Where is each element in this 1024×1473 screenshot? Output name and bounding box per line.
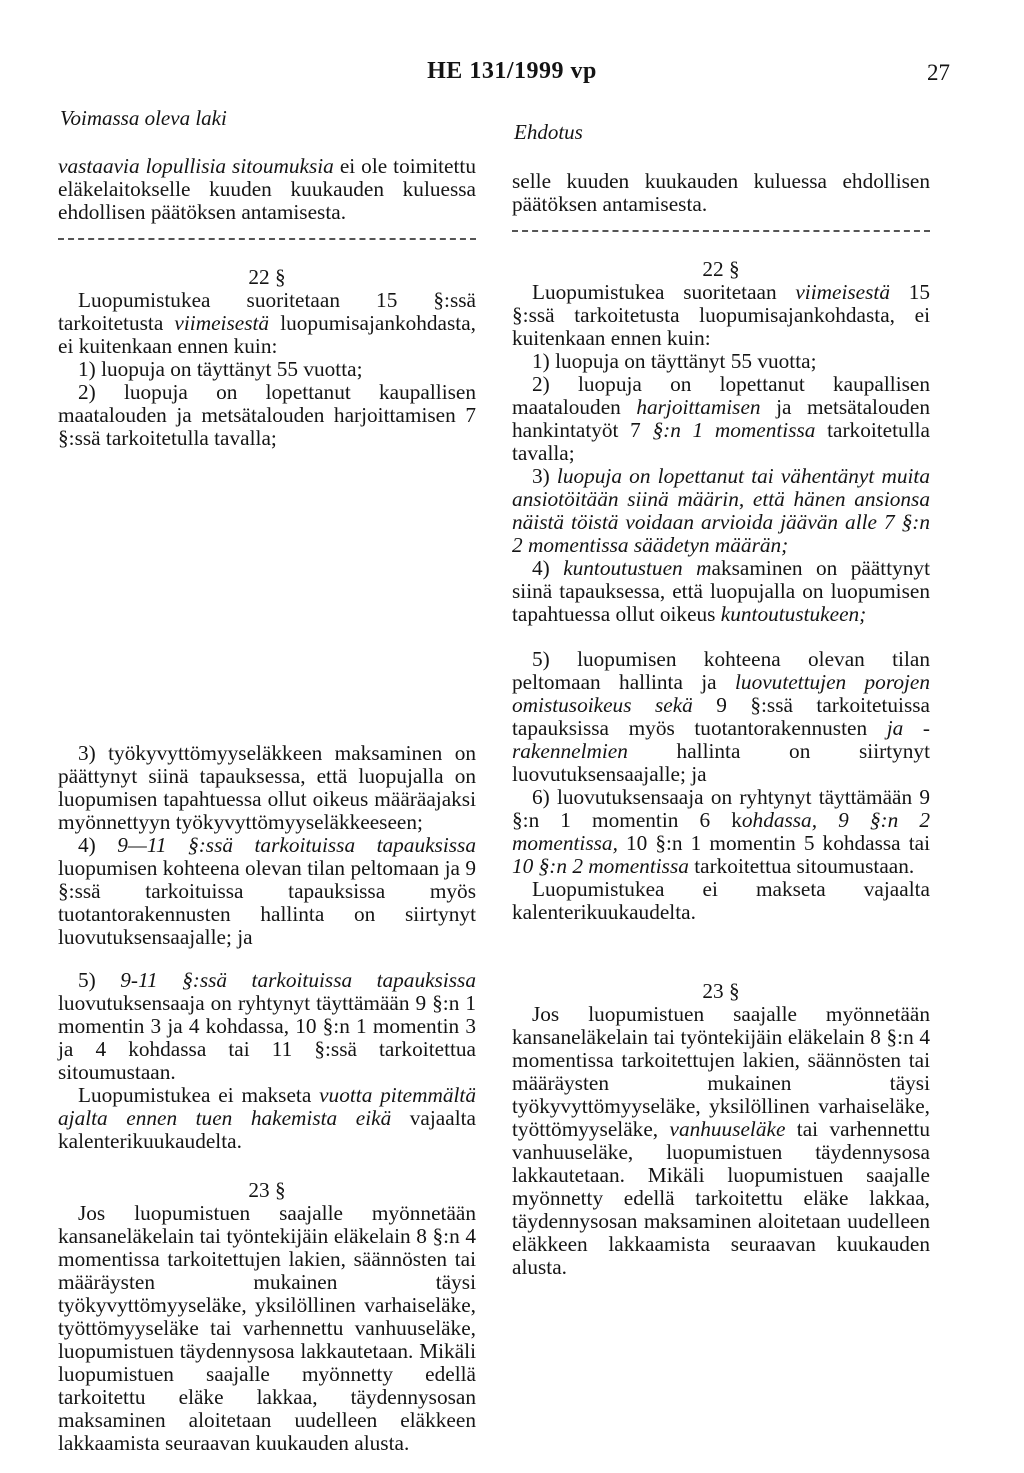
right-section-23-text: Jos luopumistuen saajalle myönnetään kansaneläkelain tai työntekijäin eläkelain 8 §:n 4 momentissa tarkoitettujen lakien, säännösten tai määräysten mukainen täysi työkyvyttömyyseläke, yksilöllinen varhaiseläke, työttömyyseläke, vanhuuseläke tai varhennettu vanhuuseläke, luopumistuen täydennysosa lakkautetaan. Mikäli luopumistuen saajalle myönnetty edellä tarkoitettu eläke lakkaa, täydennysosan maksaminen aloitetaan uudelleen eläkkeen lakkaamista seuraavan kuukauden alusta. (512, 1002, 931, 1279)
left-section-23-text: Jos luopumistuen saajalle myönnetään kansaneläkelain tai työntekijäin eläkelain 8 §:n 4 momentissa tarkoitettujen lakien, säännösten tai määräysten mukainen täysi työkyvyttömyyseläke, yksilöllinen varhaiseläke, työttömyyseläke tai varhennettu vanhuuseläke, luopumistuen täydennysosa lakkautetaan. Mikäli luopumistuen saajalle myönnetty edellä tarkoitettu eläke lakkaa, täydennysosan maksaminen aloitetaan uudelleen eläkkeen lakkaamista seuraavan kuukauden alusta. (58, 1201, 476, 1455)
left-item-5-spacer (58, 949, 476, 969)
right-divider (512, 230, 930, 232)
right-column-heading: Ehdotus (514, 120, 583, 144)
right-item-3: 3) luopuja on lopettanut tai vähentänyt muita ansiotöitään siinä määrin, että hänen ansionsa näistä töistä voidaan arvioida jäävän alle 7 §:n 2 momentissa säädetyn määrän; (512, 464, 930, 557)
right-section-22-text: Luopumistukea suoritetaan viimeisestä 15 §:ssä tarkoitetusta luopumisajankohdasta, ei kuitenkaan ennen kuin: (512, 280, 931, 350)
left-closing-paragraph: Luopumistukea ei makseta vuotta pitemmältä ajalta ennen tuen hakemista eikä vajaalta kalenterikuukaudelta. (58, 1083, 476, 1153)
left-item-2: 2) luopuja on lopettanut kaupallisen maatalouden ja metsätalouden harjoittamisen 7 §:ssä tarkoitetulla tavalla; (58, 380, 476, 450)
page-number: 27 (927, 60, 950, 85)
current-law-column (58, 155, 476, 1455)
right-section-22-heading: 22 § (702, 257, 740, 281)
left-item-4: 4) 9—11 §:ssä tarkoituissa tapauksissa luopumisen kohteena olevan tilan peltomaan ja 9 §:ssä tarkoituissa tapauksissa myös tuotantorakennusten hallinta on siirtynyt luovutuksensaajalle; ja (58, 833, 476, 949)
left-spacer (58, 450, 476, 742)
left-column-heading: Voimassa oleva laki (60, 106, 227, 130)
right-intro-paragraph: selle kuuden kuukauden kuluessa ehdollisen päätöksen antamisesta. (512, 169, 930, 216)
left-item-5: 5) 9-11 §:ssä tarkoituissa tapauksissa luovutuksensaaja on ryhtynyt täyttämään 9 §:n 1 momentin 3 ja 4 kohdassa, 10 §:n 1 momentin 3 ja 4 kohdassa tai 11 §:ssä tarkoitettua sitoumustaan. (58, 968, 476, 1084)
left-section-23-heading: 23 § (248, 1178, 286, 1202)
proposal-column (512, 170, 930, 1279)
right-item-5: 5) luopumisen kohteena olevan tilan peltomaan hallinta ja luovutettujen porojen omistusoikeus sekä 9 §:ssä tarkoitetuissa tapauksissa myös tuotantorakennusten ja -rakennelmien hallinta on siirtynyt luovutuksensaajalle; ja (512, 647, 930, 786)
right-item-5-spacer (512, 626, 930, 648)
document-title: HE 131/1999 vp (427, 58, 597, 84)
left-section-22-text: Luopumistukea suoritetaan 15 §:ssä tarkoitetusta viimeisestä luopumisajankohdasta, ei kuitenkaan ennen kuin: (58, 288, 476, 358)
right-item-1: 1) luopuja on täyttänyt 55 vuotta; (532, 349, 817, 373)
left-item-3: 3) työkyvyttömyyseläkkeen maksaminen on päättynyt siinä tapauksessa, että luopujalla on luopumisen tapahtuessa ollut oikeus määräajaksi myönnettyyn työkyvyttömyyseläkkeeseen; (58, 741, 476, 834)
left-divider (58, 238, 476, 240)
right-section-23-heading: 23 § (702, 979, 740, 1003)
left-intro-paragraph: vastaavia lopullisia sitoumuksia ei ole toimitettu eläkelaitokselle kuuden kuukauden kuluessa ehdollisen päätöksen antamisesta. (58, 154, 476, 224)
left-item-1: 1) luopuja on täyttänyt 55 vuotta; (78, 357, 363, 381)
right-item-4: 4) kuntoutustuen maksaminen on päättynyt siinä tapauksessa, että luopujalla on luopumisen tapahtuessa ollut oikeus kuntoutustukeen; (512, 556, 930, 626)
right-closing-paragraph: Luopumistukea ei makseta vajaalta kalenterikuukaudelta. (512, 877, 930, 924)
right-item-2: 2) luopuja on lopettanut kaupallisen maatalouden harjoittamisen ja metsätalouden hankintatyöt 7 §:n 1 momentissa tarkoitetulla tavalla; (512, 372, 930, 465)
right-item-6: 6) luovutuksensaaja on ryhtynyt täyttämään 9 §:n 1 momentin 6 kohdassa, 9 §:n 2 momentissa, 10 §:n 1 momentin 5 kohdassa tai 10 §:n 2 momentissa tarkoitettua sitoumustaan. (512, 785, 930, 878)
left-section-22-heading: 22 § (248, 265, 286, 289)
